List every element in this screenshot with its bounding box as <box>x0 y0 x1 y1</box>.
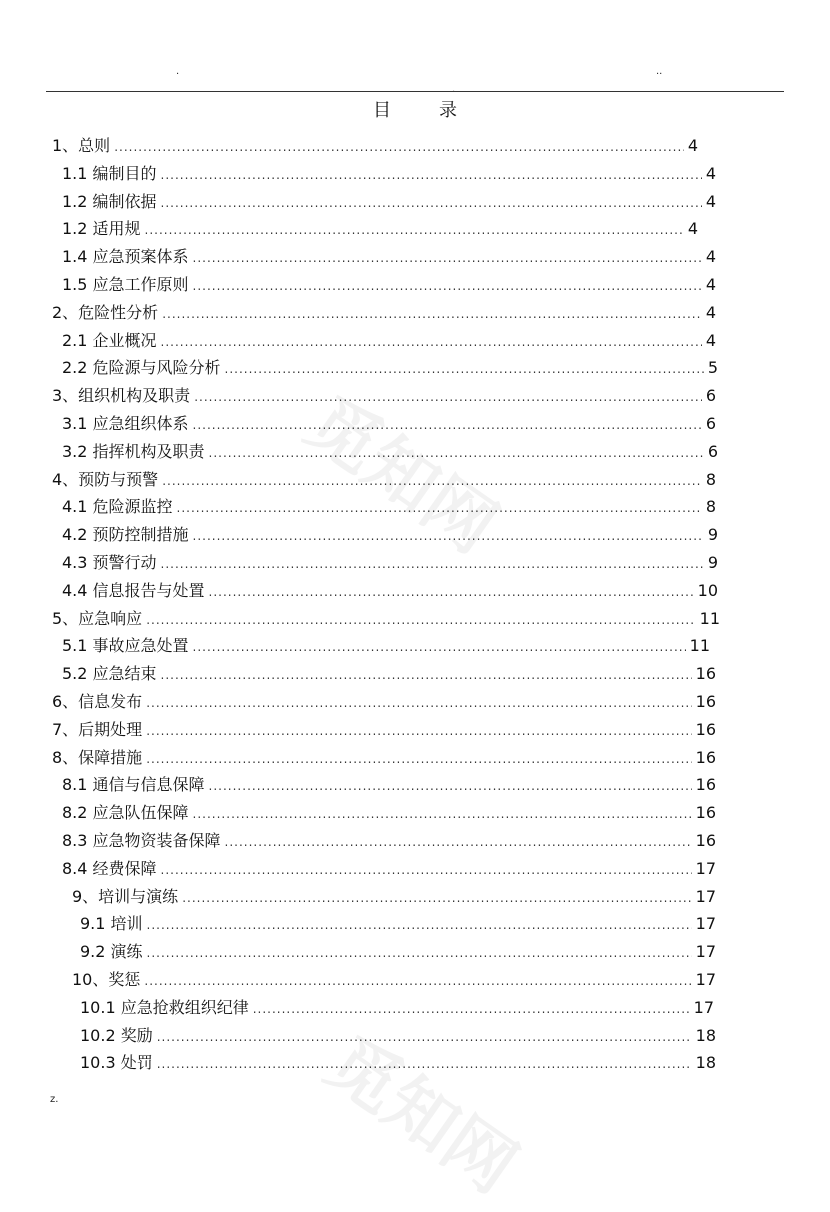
toc-entry[interactable] <box>62 855 716 882</box>
toc-entry[interactable] <box>80 1022 716 1049</box>
toc-entry-page: 18 <box>695 1053 716 1073</box>
toc-entry-label: 5、应急响应 <box>52 608 143 628</box>
toc-entry-label: 1、总则 <box>52 136 111 155</box>
title-char-right: 录 <box>439 100 457 121</box>
toc-entry-page: 4 <box>705 191 716 211</box>
toc-entry[interactable] <box>52 382 716 409</box>
toc-entry-label: 4.3 预警行动 <box>62 553 157 572</box>
toc-entry-label: 4.4 信息报告与处置 <box>62 580 205 600</box>
toc-entry-label: 10.3 处罚 <box>80 1053 153 1073</box>
toc-entry-label: 9.1 培训 <box>80 914 143 934</box>
toc-entry[interactable] <box>80 938 716 965</box>
toc-leader-dots <box>146 690 691 717</box>
toc-entry-page: 4 <box>705 302 716 322</box>
toc-leader-dots <box>161 662 692 689</box>
toc-entry-page: 11 <box>689 636 710 656</box>
toc-leader-dots <box>157 1024 692 1051</box>
page-title <box>0 96 830 122</box>
toc-leader-dots <box>147 940 692 967</box>
toc-leader-dots <box>161 162 702 189</box>
toc-leader-dots <box>193 634 686 661</box>
toc-entry[interactable] <box>62 354 718 381</box>
toc-entry-page: 18 <box>695 1025 716 1045</box>
toc-leader-dots <box>182 885 691 912</box>
toc-entry[interactable] <box>52 132 698 159</box>
toc-entry[interactable] <box>62 493 716 520</box>
toc-leader-dots <box>146 718 691 745</box>
toc-leader-dots <box>161 857 692 884</box>
toc-entry[interactable] <box>80 994 714 1021</box>
toc-entry[interactable] <box>62 632 710 659</box>
toc-entry[interactable] <box>52 716 716 743</box>
toc-entry-page: 17 <box>695 886 716 906</box>
toc-entry[interactable] <box>62 827 716 854</box>
toc-entry-label: 1.2 编制依据 <box>62 191 157 211</box>
footer-mark: z. <box>50 1094 59 1105</box>
toc-leader-dots <box>161 190 702 217</box>
toc-leader-dots <box>146 746 691 773</box>
toc-leader-dots <box>161 329 702 356</box>
toc-leader-dots <box>193 523 704 550</box>
toc-entry[interactable] <box>72 966 716 993</box>
toc-entry[interactable] <box>62 438 718 465</box>
toc-leader-dots <box>147 912 692 939</box>
toc-entry-page: 17 <box>695 914 716 934</box>
toc-entry[interactable] <box>62 271 716 298</box>
toc-leader-dots <box>144 968 691 995</box>
toc-entry-label: 10.1 应急抢救组织纪律 <box>80 997 249 1017</box>
toc-entry-page: 5 <box>707 358 718 378</box>
toc-entry-page: 11 <box>699 608 720 628</box>
toc-leader-dots <box>193 273 702 300</box>
toc-leader-dots <box>193 245 702 272</box>
toc-entry[interactable] <box>80 1049 716 1076</box>
toc-entry-page: 4 <box>705 247 716 267</box>
toc-leader-dots <box>193 412 702 439</box>
toc-entry-page: 16 <box>695 775 716 795</box>
toc-entry-label: 4.2 预防控制措施 <box>62 525 189 545</box>
toc-entry[interactable] <box>52 299 716 326</box>
toc-entry[interactable] <box>62 799 716 826</box>
toc-entry[interactable] <box>62 215 698 242</box>
toc-entry[interactable] <box>52 605 720 632</box>
toc-entry[interactable] <box>62 521 718 548</box>
toc-entry-page: 6 <box>705 386 716 406</box>
watermark: 觅知网 <box>292 381 512 569</box>
toc-entry-label: 8.1 通信与信息保障 <box>62 775 205 795</box>
toc-entry[interactable] <box>62 243 716 270</box>
toc-entry-page: 4 <box>705 163 716 183</box>
header-rule <box>46 91 784 92</box>
toc-entry-page: 17 <box>693 997 714 1017</box>
toc-leader-dots <box>193 801 692 828</box>
toc-leader-dots <box>162 301 702 328</box>
toc-leader-dots <box>145 217 684 244</box>
toc-entry-label: 1.2 适用规 <box>62 219 141 239</box>
toc-entry-page: 16 <box>695 747 716 767</box>
toc-entry-label: 9、培训与演练 <box>72 886 179 906</box>
toc-entry-label: 6、信息发布 <box>52 692 143 711</box>
toc-entry-label: 3、组织机构及职责 <box>52 386 191 406</box>
toc-entry-label: 10、奖惩 <box>72 970 141 989</box>
toc-entry-label: 3.2 指挥机构及职责 <box>62 441 205 461</box>
toc-entry-label: 2.1 企业概况 <box>62 330 157 350</box>
toc-leader-dots <box>194 384 702 411</box>
toc-entry-label: 3.1 应急组织体系 <box>62 414 189 433</box>
toc-entry-label: 2、危险性分析 <box>52 302 159 322</box>
toc-leader-dots <box>209 773 692 800</box>
toc-entry-page: 16 <box>695 664 716 684</box>
toc-entry-label: 8.2 应急队伍保障 <box>62 803 189 823</box>
toc-entry-page: 4 <box>687 136 698 155</box>
toc-leader-dots <box>161 551 704 578</box>
toc-entry-label: 5.1 事故应急处置 <box>62 636 189 656</box>
toc-entry-label: 5.2 应急结束 <box>62 664 157 684</box>
toc-entry-label: 7、后期处理 <box>52 719 143 739</box>
toc-entry-page: 4 <box>705 275 716 294</box>
toc-entry-page: 16 <box>695 831 716 850</box>
toc-entry-label: 10.2 奖励 <box>80 1025 153 1045</box>
toc-leader-dots <box>225 829 692 856</box>
toc-leader-dots <box>209 440 704 467</box>
toc-entry-page: 17 <box>695 942 716 962</box>
toc-entry-label: 1.4 应急预案体系 <box>62 247 189 267</box>
toc-entry-label: 1.1 编制目的 <box>62 163 157 183</box>
title-char-left: 目 <box>373 100 391 121</box>
toc-leader-dots <box>146 607 695 634</box>
toc-entry[interactable] <box>62 660 716 687</box>
toc-entry[interactable] <box>62 577 718 604</box>
toc-entry-page: 8 <box>705 469 716 489</box>
toc-leader-dots <box>157 1051 692 1078</box>
toc-leader-dots <box>177 495 702 522</box>
toc-entry-page: 6 <box>705 414 716 433</box>
toc-leader-dots <box>209 579 694 606</box>
toc-entry[interactable] <box>52 466 716 493</box>
toc-entry[interactable] <box>62 410 716 437</box>
toc-entry-label: 8.3 应急物资装备保障 <box>62 831 221 850</box>
toc-entry-page: 4 <box>705 330 716 350</box>
toc-entry-label: 8.4 经费保障 <box>62 858 157 878</box>
toc-entry-label: 4.1 危险源监控 <box>62 497 173 517</box>
toc-entry-page: 6 <box>707 441 718 461</box>
header-dot-1: . <box>176 66 180 77</box>
toc-entry-page: 16 <box>695 719 716 739</box>
toc-entry-page: 8 <box>705 497 716 517</box>
watermark: 觅知网 <box>312 1021 532 1209</box>
toc-entry[interactable] <box>80 910 716 937</box>
toc-entry-label: 2.2 危险源与风险分析 <box>62 358 221 378</box>
toc-entry[interactable] <box>62 188 716 215</box>
toc-entry-page: 17 <box>695 858 716 878</box>
toc-entry-page: 9 <box>707 553 718 572</box>
header-dot-2: . <box>452 84 456 95</box>
toc-entry-page: 16 <box>695 803 716 823</box>
toc-entry-page: 4 <box>687 219 698 239</box>
toc-entry[interactable] <box>62 160 716 187</box>
toc-entry-page: 16 <box>695 692 716 711</box>
toc-leader-dots <box>253 996 690 1023</box>
toc-entry[interactable] <box>62 771 716 798</box>
toc-entry[interactable] <box>72 883 716 910</box>
toc-leader-dots <box>225 356 704 383</box>
toc-entry[interactable] <box>52 744 716 771</box>
toc-entry-label: 8、保障措施 <box>52 747 143 767</box>
toc-entry[interactable] <box>62 549 718 576</box>
toc-leader-dots <box>162 468 702 495</box>
toc-entry[interactable] <box>62 327 716 354</box>
toc-entry-label: 9.2 演练 <box>80 942 143 962</box>
toc-leader-dots <box>114 134 684 161</box>
toc-entry-label: 4、预防与预警 <box>52 469 159 489</box>
toc-entry-page: 17 <box>695 970 716 989</box>
toc-entry[interactable] <box>52 688 716 715</box>
header-dot-3: .. <box>656 66 663 77</box>
toc-entry-page: 10 <box>697 580 718 600</box>
toc-entry-label: 1.5 应急工作原则 <box>62 275 189 294</box>
toc-entry-page: 9 <box>707 525 718 545</box>
